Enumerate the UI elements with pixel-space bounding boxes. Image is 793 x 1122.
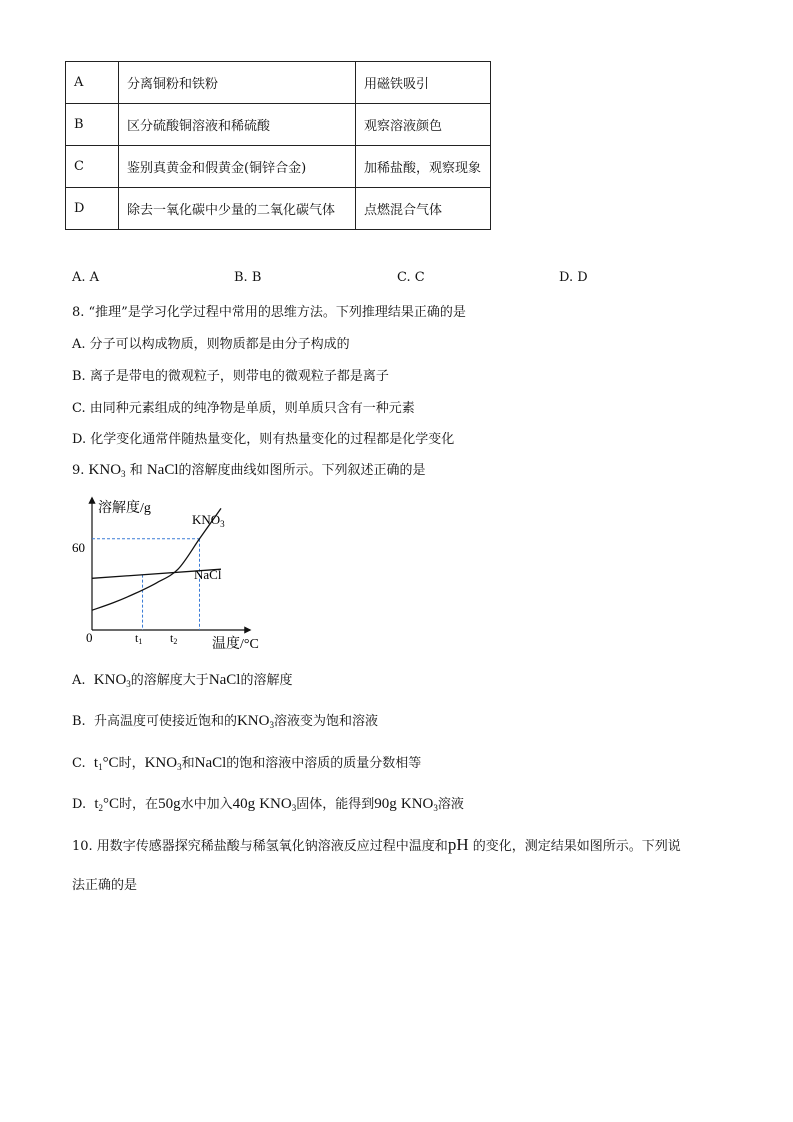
solubility-chart [62, 490, 302, 655]
row-purpose: 区分硫酸铜溶液和稀硫酸 [119, 104, 356, 146]
kno3-label: $KNO_3$ [192, 512, 225, 529]
q8-option-c: C. 由同种元素组成的纯净物是单质，则单质只含有一种元素 [72, 401, 415, 416]
row-label: D [66, 188, 119, 230]
row-label: A [66, 62, 119, 104]
q9-option-b: B. 升高温度可使接近饱和的$KNO_3$溶液变为饱和溶液 [72, 713, 378, 730]
q9-number: 9. [72, 463, 85, 478]
q8-option-b: B. 离子是带电的微观粒子，则带电的微观粒子都是离子 [72, 369, 389, 384]
row-method: 观察溶液颜色 [356, 104, 491, 146]
q7-choice-c: C. C [397, 270, 425, 285]
table-row [66, 146, 491, 188]
x-tick-t2: t2 [170, 631, 178, 646]
q8-stem: 8. “推理”是学习化学过程中常用的思维方法。下列推理结果正确的是 [72, 305, 466, 320]
options-table [65, 61, 491, 230]
q10-stem-line1: 10. 用数字传感器探究稀盐酸与稀氢氧化钠溶液反应过程中温度和pH 的变化，测定结果如图所示。下列说 [72, 835, 681, 854]
row-method: 用磁铁吸引 [356, 62, 491, 104]
q9-stem [72, 459, 426, 479]
origin-label: 0 [86, 630, 93, 645]
q9-option-c: C. $t_1^\circ C$时，$KNO_3$和NaCl的饱和溶液中溶质的质量分数相等 [72, 755, 422, 772]
row-method: 点燃混合气体 [356, 188, 491, 230]
q9-kno3: $KNO_3$ [88, 462, 126, 479]
row-method: 加稀盐酸，观察现象 [356, 146, 491, 188]
table-row [66, 188, 491, 230]
x-axis-label: 温度/°C [212, 637, 259, 652]
row-purpose: 除去一氧化碳中少量的二氧化碳气体 [119, 188, 356, 230]
table-row [66, 62, 491, 104]
row-purpose: 分离铜粉和铁粉 [119, 62, 356, 104]
q9-nacl: NaCl [146, 462, 179, 478]
q8-option-d: D. 化学变化通常伴随热量变化，则有热量变化的过程都是化学变化 [72, 432, 455, 447]
q10-stem-line2: 法正确的是 [72, 878, 138, 893]
q9-and: 和 [129, 463, 143, 478]
q7-choice-a: A. A [72, 270, 100, 285]
y-tick-60: 60 [72, 540, 85, 555]
q9-stem-tail: 的溶解度曲线如图所示。下列叙述正确的是 [178, 463, 426, 478]
nacl-label: NaCl [194, 567, 222, 582]
row-purpose: 鉴别真黄金和假黄金(铜锌合金) [119, 146, 356, 188]
table-row [66, 104, 491, 146]
row-label: C [66, 146, 119, 188]
x-tick-t1: t1 [135, 631, 143, 646]
q7-choice-b: B. B [234, 270, 262, 285]
y-axis-label: 溶解度/g [98, 501, 151, 516]
q8-option-a: A. 分子可以构成物质，则物质都是由分子构成的 [72, 337, 350, 352]
q7-choice-d: D. D [559, 270, 588, 285]
q9-option-a: A. $KNO_3$的溶解度大于NaCl的溶解度 [72, 672, 293, 689]
q9-option-d: D. $t_2^\circ C$时，在50g水中加入40g $KNO_3$固体，能得到90g $KNO_3$溶液 [72, 796, 464, 813]
row-label: B [66, 104, 119, 146]
